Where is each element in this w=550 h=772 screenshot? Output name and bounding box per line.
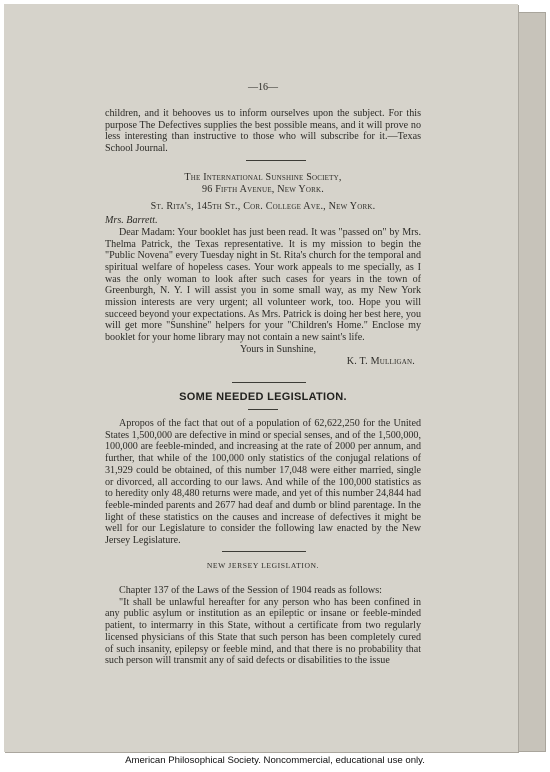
law-block [105,585,421,667]
letter-signature: K. T. Mulligan. [346,355,415,367]
section-paragraph: Apropos of the fact that out of a population of 62,622,250 for the United States 1,500,000 are defective in mind or special senses, and of the 1,500,000, 100,000 are feeble-minded, and increasing at the rate of 2000 per annum, and further, that while of the 100,000 only statistics of the conjugal relations of 31,929 could be obtained, of this number 17,048 were either married, single or divorced, all according to our laws. And while of the 100,000 statistics as to heredity only 48,480 returns were made, and yet of this number 24,844 had feeble-minded parents and 2677 had deaf and dumb or blind parentage. In the light of these statistics on the causes and increase of defectives it might be well for our Legislature to consider the following law enacted by the New Jersey Legislature. [105,418,421,547]
letter-closing: Yours in Sunshine, [239,343,317,355]
divider-rule [232,382,306,383]
footer-caption: American Philosophical Society. Noncommercial, educational use only. [125,755,425,766]
law-text: "It shall be unlawful hereafter for any person who has been confined in any public asylum or institution as an epileptic or insane or feeble-minded patient, to intermarry in this State, without a certificate from two regularly licensed physicians of this State that such person has been completely cured of such insanity, epilepsy or feeble mind, and that there is no probability that such person will transmit any of said defects or disabilities to the issue [105,596,421,667]
divider-rule [248,409,278,410]
intro-paragraph: children, and it behooves us to inform ourselves upon the subject. For this purpose The Defectives supplies the best possible means, and it will prove no less interesting than instructive to those who will subscribe for it.—Texas School Journal. [105,108,421,155]
section-heading: SOME NEEDED LEGISLATION. [179,391,347,403]
letter-org-address: 96 Fifth Avenue, New York. [202,183,324,195]
letter-addressee: Mrs. Barrett. [105,215,158,227]
letter-org-name: The International Sunshine Society, [184,172,342,183]
law-intro: Chapter 137 of the Laws of the Session of 1904 reads as follows: [119,585,382,596]
intro-paragraph-block [105,108,421,155]
subheading: NEW JERSEY LEGISLATION. [206,561,320,570]
letter-sender-address: St. Rita's, 145th St., Cor. College Ave., New York. [150,201,376,213]
page-number: —16— [248,82,278,93]
divider-rule [246,160,306,161]
letter-body: Dear Madam: Your booklet has just been read. It was "passed on" by Mrs. Thelma Patrick, the Texas representative. It is my mission to begin the "Public Novena" every Tuesday night in St. Rita's church for the temporal and spiritual welfare of hopeless cases. Your work appeals to me specially, as I was the only woman to look after such cases for years in the town of Greenburgh, N. Y. I will assist you in some small way, as my New York mission interests are very urgent; all volunteer work, too. Hope you will succeed beyond your expectations. As Mrs. Patrick is doing her best here, you will get more "Sunshine" helpers for your "Children's Home." Enclose my booklet for your home library may not contain a new saint's life. [105,226,421,344]
letter-block [105,172,421,367]
divider-rule [222,551,306,552]
section-paragraph-block [105,418,421,547]
